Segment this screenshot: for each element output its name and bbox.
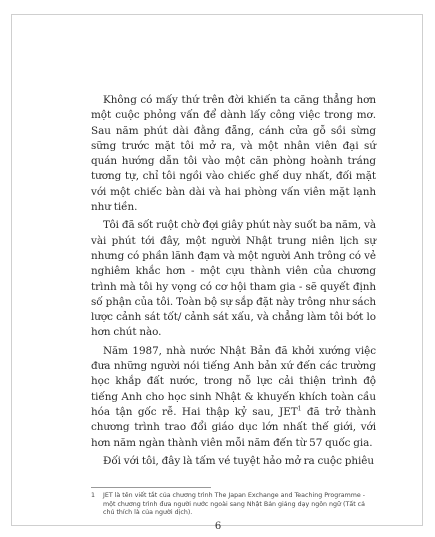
paragraph-3-continued: đã trở thành chương trình trao đổi giáo dục lớn nhất thế giới, với hơn năm ngàn thành viên mỗi năm đến từ 57 quốc gia.	[91, 405, 376, 449]
page-number: 6	[214, 521, 222, 532]
footnote-text: JET là tên viết tắt của chương trình The Japan Exchange and Teaching Programme - một chương trình đưa người nước ngoài sang Nhật Bản giảng dạy ngôn ngữ (Tất cả chú thích là của người dịch).	[103, 492, 366, 516]
paragraph-2: Tôi đã sốt ruột chờ đợi giây phút này suốt ba năm, và vài phút tới đây, một người Nhật trung niên lịch sự nhưng có phần lãnh đạm và một người Anh trông có vẻ nghiêm khắc hơn - một cựu thành viên của chương trình mà tôi hy vọng có cơ hội tham gia - sẽ quyết định số phận của tôi. Toàn bộ sự sắp đặt này trông như sách lược cảnh sát tốt/ cảnh sát xấu, và chẳng làm tôi bớt lo hơn chút nào.	[91, 219, 376, 339]
footnote-reference: 1	[297, 405, 302, 413]
footnote-marker: 1	[91, 492, 96, 499]
paragraph-1: Không có mấy thứ trên đời khiến ta căng thẳng hơn một cuộc phỏng vấn để dành lấy công việc trong mơ. Sau năm phút dài đằng đẵng, cánh cửa gỗ sồi sừng sững trước mặt tôi mở ra, và một nhân viên đại sứ quán hướng dẫn tôi vào một căn phòng hoành tráng tương tự, chỉ tôi ngồi vào chiếc ghế duy nhất, đối mặt với một chiếc bàn dài và hai phòng vấn viên mặt lạnh như tiền.	[91, 94, 376, 214]
body-text	[91, 93, 376, 472]
paragraph-3-text: Năm 1987, nhà nước Nhật Bản đã khởi xướng việc đưa những người nói tiếng Anh bản xứ đến các trường học khắp đất nước, trong nỗ lực cải thiện trình độ tiếng Anh cho học sinh Nhật & khuyến khích toàn cầu hóa tận gốc rễ. Hai thập kỷ sau, JET	[91, 344, 376, 418]
paragraph-3	[91, 344, 376, 451]
footnote-divider	[91, 487, 211, 488]
book-page	[11, 14, 423, 532]
footnote	[91, 492, 376, 518]
paragraph-4: Đối với tôi, đây là tấm vé tuyệt hảo mở ra cuộc phiêu	[103, 454, 374, 467]
